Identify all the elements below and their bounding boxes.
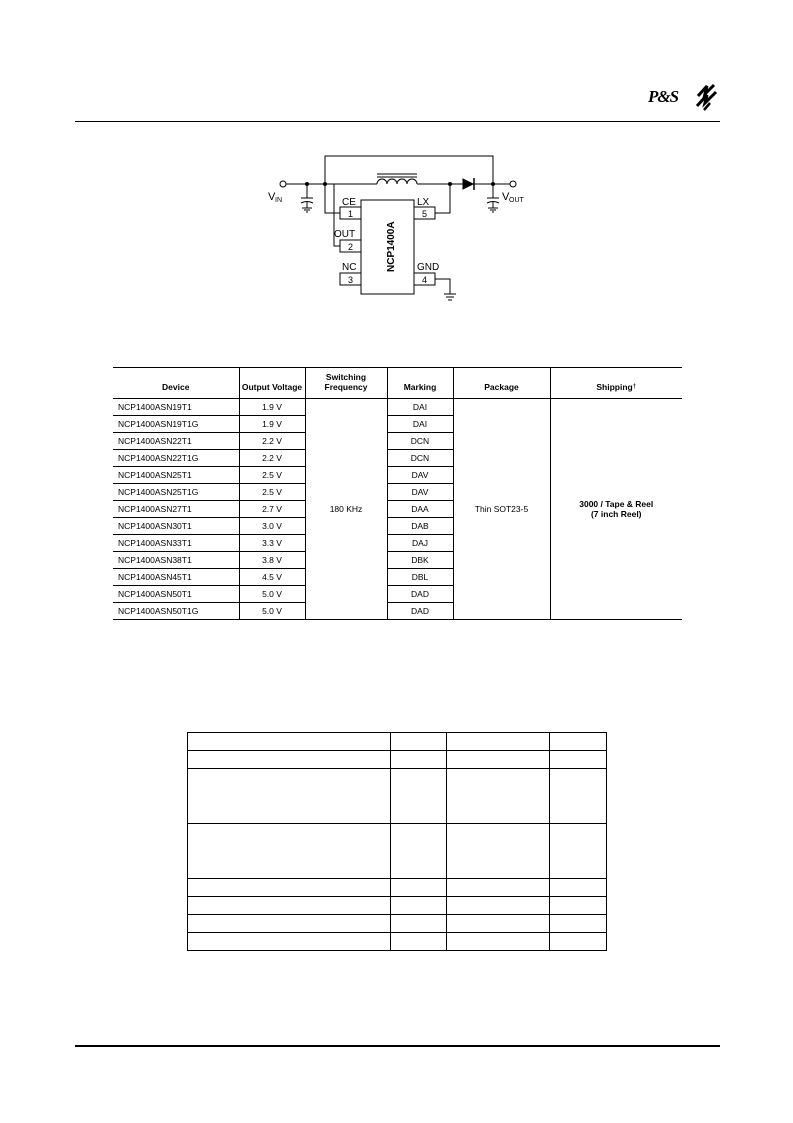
marking-cell: DAV: [387, 467, 453, 484]
marking-cell: DAD: [387, 586, 453, 603]
pin-name-gnd: GND: [417, 262, 440, 273]
pin-num-5: 5: [422, 209, 428, 219]
device-cell: NCP1400ASN27T1: [113, 501, 239, 518]
voltage-cell: 3.0 V: [239, 518, 305, 535]
shipping-line-1: 3000 / Tape & Reel: [579, 499, 654, 509]
header-rule: [75, 121, 720, 122]
marking-cell: DCN: [387, 450, 453, 467]
package-cell: Thin SOT23-5: [453, 399, 550, 620]
device-cell: NCP1400ASN50T1: [113, 586, 239, 603]
ic-part-label: NCP1400A: [386, 221, 397, 272]
device-cell: NCP1400ASN45T1: [113, 569, 239, 586]
vin-subscript: IN: [275, 197, 282, 204]
header-switching-frequency: Switching Frequency: [305, 368, 387, 399]
table-header-row: [113, 368, 682, 399]
header-marking: Marking: [387, 368, 453, 399]
table-row: [188, 897, 607, 915]
marking-cell: DBL: [387, 569, 453, 586]
header-output-voltage: Output Voltage: [239, 368, 305, 399]
pin-num-3: 3: [348, 275, 354, 285]
marking-cell: DAD: [387, 603, 453, 620]
marking-cell: DBK: [387, 552, 453, 569]
voltage-cell: 5.0 V: [239, 603, 305, 620]
pin-name-out: OUT: [334, 229, 356, 240]
device-cell: NCP1400ASN33T1: [113, 535, 239, 552]
voltage-cell: 1.9 V: [239, 416, 305, 433]
device-cell: NCP1400ASN19T1G: [113, 416, 239, 433]
footnote-mark: †: [632, 384, 637, 390]
table-row: [188, 733, 607, 751]
vout-subscript: OUT: [509, 197, 524, 204]
device-cell: NCP1400ASN38T1: [113, 552, 239, 569]
voltage-cell: 2.2 V: [239, 450, 305, 467]
table-row: [188, 933, 607, 951]
voltage-cell: 3.8 V: [239, 552, 305, 569]
device-cell: NCP1400ASN50T1G: [113, 603, 239, 620]
device-cell: NCP1400ASN19T1: [113, 399, 239, 416]
marking-cell: DAI: [387, 416, 453, 433]
voltage-cell: 2.5 V: [239, 484, 305, 501]
marking-cell: DCN: [387, 433, 453, 450]
header-device: Device: [113, 368, 239, 399]
header-shipping: [550, 368, 682, 399]
table-row: [188, 915, 607, 933]
voltage-cell: 1.9 V: [239, 399, 305, 416]
company-logo: [648, 82, 720, 112]
footer-rule: [75, 1045, 720, 1047]
table-row: [188, 824, 607, 879]
device-cell: NCP1400ASN30T1: [113, 518, 239, 535]
marking-cell: DAV: [387, 484, 453, 501]
pin-name-lx: LX: [417, 197, 430, 208]
vout-label: V: [502, 191, 510, 203]
marking-cell: DAI: [387, 399, 453, 416]
pin-name-nc: NC: [342, 262, 357, 273]
marking-cell: DAA: [387, 501, 453, 518]
header-shipping-label: Shipping: [596, 382, 633, 392]
pin-num-1: 1: [348, 209, 354, 219]
device-cell: NCP1400ASN22T1: [113, 433, 239, 450]
empty-grid-table: [187, 732, 607, 951]
voltage-cell: 2.7 V: [239, 501, 305, 518]
pin-num-2: 2: [348, 242, 354, 252]
header-package: Package: [453, 368, 550, 399]
vin-label: V: [268, 191, 276, 203]
marking-cell: DAB: [387, 518, 453, 535]
marking-cell: DAJ: [387, 535, 453, 552]
ordering-info-table: [113, 367, 682, 620]
device-cell: NCP1400ASN25T1: [113, 467, 239, 484]
voltage-cell: 5.0 V: [239, 586, 305, 603]
pin-name-ce: CE: [342, 197, 356, 208]
table-row: [113, 399, 682, 416]
table-row: [188, 769, 607, 824]
frequency-cell: 180 KHz: [305, 399, 387, 620]
device-cell: NCP1400ASN22T1G: [113, 450, 239, 467]
table-row: [188, 879, 607, 897]
device-cell: NCP1400ASN25T1G: [113, 484, 239, 501]
voltage-cell: 2.5 V: [239, 467, 305, 484]
shipping-cell: [550, 399, 682, 620]
voltage-cell: 4.5 V: [239, 569, 305, 586]
table-row: [188, 751, 607, 769]
application-circuit-diagram: [260, 148, 540, 313]
pin-num-4: 4: [422, 275, 428, 285]
voltage-cell: 2.2 V: [239, 433, 305, 450]
voltage-cell: 3.3 V: [239, 535, 305, 552]
logo-mark-icon: [694, 82, 720, 112]
shipping-line-2: (7 inch Reel): [590, 509, 642, 519]
logo-text: P&S: [648, 87, 679, 106]
